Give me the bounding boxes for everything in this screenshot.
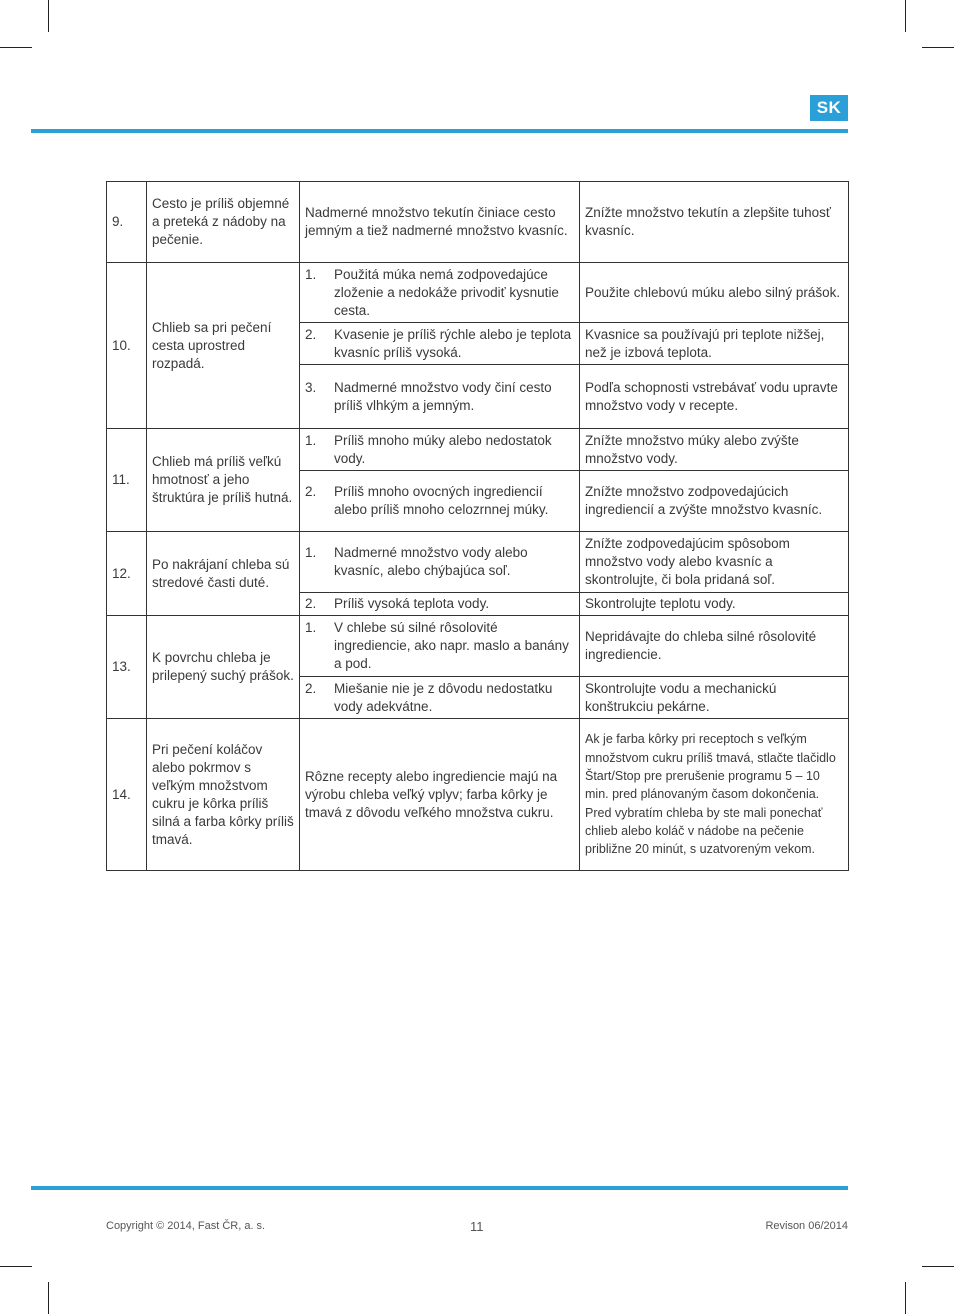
table-row xyxy=(107,616,849,677)
crop-mark xyxy=(905,1282,906,1314)
header-rule xyxy=(31,129,848,133)
crop-mark xyxy=(922,47,954,48)
footer-rule xyxy=(31,1186,848,1190)
solution-cell: Nepridávajte do chleba silné rôsolovité ingrediencie. xyxy=(580,616,849,677)
table-row xyxy=(107,182,849,263)
problem-cell: Cesto je príliš objemné a preteká z nádoby na pečenie. xyxy=(147,182,300,263)
cause-index: 1. xyxy=(305,545,317,560)
table-row xyxy=(107,719,849,871)
language-badge: SK xyxy=(810,95,848,121)
problem-cell: Po nakrájaní chleba sú stredové časti duté. xyxy=(147,532,300,616)
table-row xyxy=(107,429,849,471)
cause-index: 1. xyxy=(305,620,317,635)
crop-mark xyxy=(922,1266,954,1267)
cause-index: 1. xyxy=(305,432,317,448)
cause-index: 3. xyxy=(305,379,317,395)
row-number: 10. xyxy=(107,263,147,429)
table-row xyxy=(107,532,849,593)
crop-mark xyxy=(48,1282,49,1314)
cause-index: 2. xyxy=(305,484,317,499)
cause-text: Príliš mnoho múky alebo nedostatok vody. xyxy=(334,432,552,466)
cause-cell xyxy=(300,593,580,616)
problem-cell: Chlieb má príliš veľkú hmotnosť a jeho štruktúra je príliš hutná. xyxy=(147,429,300,532)
crop-mark xyxy=(0,1266,32,1267)
troubleshooting-table xyxy=(106,181,849,871)
cause-text: V chlebe sú silné rôsolovité ingrediencie, ako napr. maslo a banány a pod. xyxy=(334,620,569,671)
cause-cell xyxy=(300,677,580,719)
problem-cell: K povrchu chleba je prilepený suchý prášok. xyxy=(147,616,300,719)
cause-index: 2. xyxy=(305,596,317,611)
row-number: 11. xyxy=(107,429,147,532)
cause-cell xyxy=(300,532,580,593)
crop-mark xyxy=(905,0,906,32)
cause-text: Použitá múka nemá zodpovedajúce zloženie a nedokáže privodiť kysnutie cesta. xyxy=(334,266,559,318)
solution-cell: Ak je farba kôrky pri receptoch s veľkým množstvom cukru príliš tmavá, stlačte tlačidlo Štart/Stop pre prerušenie programu 5 – 10 min. pred plánovaným časom dokončenia. Pred vybratím chleba by ste mali ponechať chlieb alebo koláč v nádobe na pečenie približne 20 minút, s uzatvoreným vekom. xyxy=(580,719,849,871)
solution-cell: Znížte množstvo tekutín a zlepšite tuhosť kvasníc. xyxy=(580,182,849,263)
solution-cell: Znížte množstvo múky alebo zvýšte množstvo vody. xyxy=(580,429,849,471)
cause-text: Miešanie nie je z dôvodu nedostatku vody adekvátne. xyxy=(334,680,553,714)
cause-cell xyxy=(300,263,580,323)
cause-index: 1. xyxy=(305,266,317,282)
solution-cell: Znížte zodpovedajúcim spôsobom množstvo vody alebo kvasníc a skontrolujte, či bola pridaná soľ. xyxy=(580,532,849,593)
crop-mark xyxy=(0,47,32,48)
problem-cell: Pri pečení koláčov alebo pokrmov s veľkým množstvom cukru je kôrka príliš silná a farba kôrky príliš tmavá. xyxy=(147,719,300,871)
page-number: 11 xyxy=(470,1219,484,1234)
cause-cell: Rôzne recepty alebo ingrediencie majú na výrobu chleba veľký vplyv; farba kôrky je tmavá z dôvodu veľkého množstva cukru. xyxy=(300,719,580,871)
problem-cell: Chlieb sa pri pečení cesta uprostred rozpadá. xyxy=(147,263,300,429)
cause-cell xyxy=(300,323,580,365)
solution-cell: Skontrolujte teplotu vody. xyxy=(580,593,849,616)
cause-cell xyxy=(300,429,580,471)
cause-text: Príliš mnoho ovocných ingrediencií alebo príliš mnoho celozrnnej múky. xyxy=(334,484,549,517)
cause-text: Nadmerné množstvo vody alebo kvasníc, alebo chýbajúca soľ. xyxy=(334,545,528,578)
solution-cell: Skontrolujte vodu a mechanickú konštrukciu pekárne. xyxy=(580,677,849,719)
cause-cell xyxy=(300,365,580,429)
row-number: 9. xyxy=(107,182,147,263)
row-number: 13. xyxy=(107,616,147,719)
table-row xyxy=(107,263,849,323)
solution-cell: Podľa schopnosti vstrebávať vodu upravte množstvo vody v recepte. xyxy=(580,365,849,429)
cause-cell xyxy=(300,616,580,677)
copyright-text: Copyright © 2014, Fast ČR, a. s. xyxy=(106,1220,266,1232)
row-number: 12. xyxy=(107,532,147,616)
crop-mark xyxy=(48,0,49,32)
cause-cell xyxy=(300,471,580,532)
revision-text: Revison 06/2014 xyxy=(765,1220,848,1232)
cause-text: Príliš vysoká teplota vody. xyxy=(334,596,490,611)
cause-text: Kvasenie je príliš rýchle alebo je teplota kvasníc príliš vysoká. xyxy=(334,326,572,360)
cause-text: Nadmerné množstvo vody činí cesto príliš vlhkým a jemným. xyxy=(334,379,552,413)
cause-cell: Nadmerné množstvo tekutín činiace cesto jemným a tiež nadmerné množstvo kvasníc. xyxy=(300,182,580,263)
row-number: 14. xyxy=(107,719,147,871)
solution-cell: Znížte množstvo zodpovedajúcich ingrediencií a zvýšte množstvo kvasníc. xyxy=(580,471,849,532)
cause-index: 2. xyxy=(305,326,317,342)
solution-cell: Kvasnice sa používajú pri teplote nižšej, než je izbová teplota. xyxy=(580,323,849,365)
cause-index: 2. xyxy=(305,680,317,696)
solution-cell: Použite chlebovú múku alebo silný prášok. xyxy=(580,263,849,323)
